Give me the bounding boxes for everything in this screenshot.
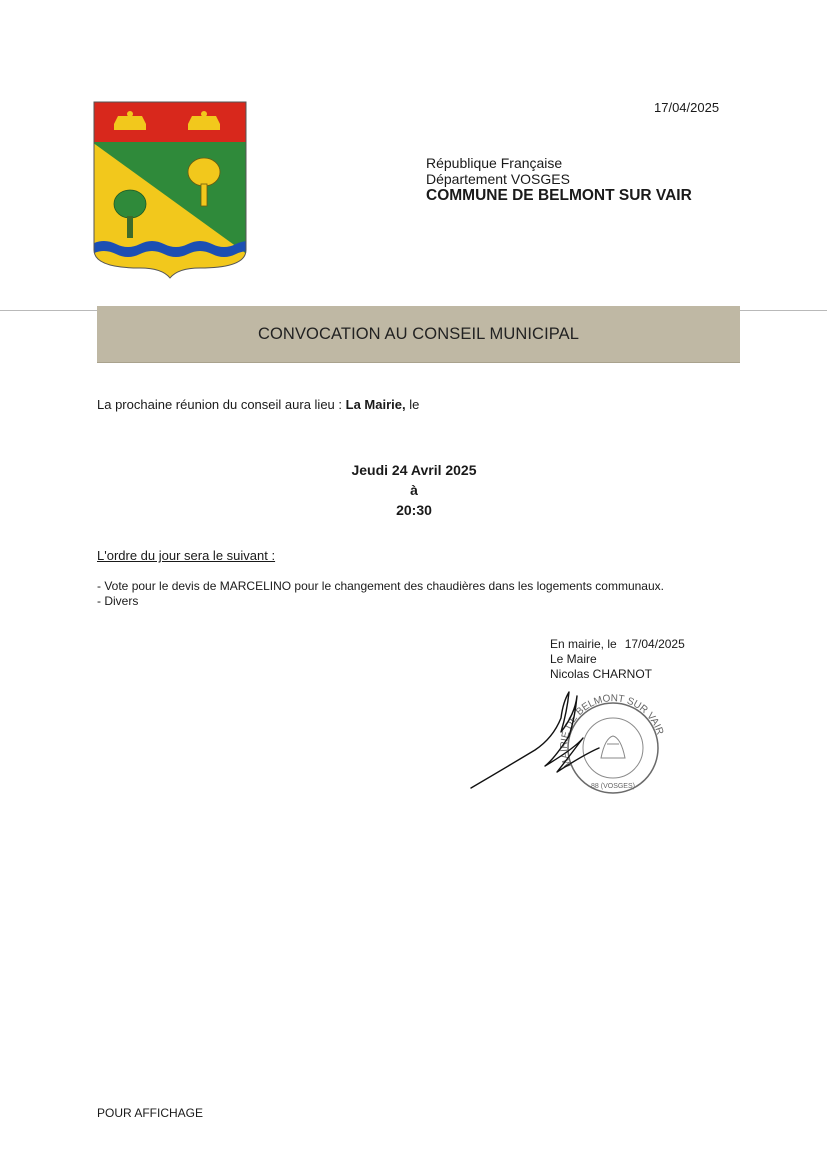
intro-text: La prochaine réunion du conseil aura lieu : xyxy=(97,397,346,412)
meeting-place: La Mairie, xyxy=(345,397,406,412)
meeting-time: 20:30 xyxy=(396,502,432,518)
sign-place: En mairie, le xyxy=(550,637,617,651)
signature-and-stamp xyxy=(465,688,665,803)
intro-line xyxy=(97,397,419,412)
commune-name: COMMUNE DE BELMONT SUR VAIR xyxy=(426,187,692,204)
coat-of-arms xyxy=(92,100,248,280)
sign-date: 17/04/2025 xyxy=(624,637,685,651)
meeting-day: Jeudi 24 Avril 2025 xyxy=(351,462,477,478)
stamp-subtext: 88 (VOSGES) xyxy=(591,783,635,790)
agenda-list xyxy=(97,579,664,609)
sign-name: Nicolas CHARNOT xyxy=(550,667,653,681)
banner-title: CONVOCATION AU CONSEIL MUNICIPAL xyxy=(257,324,580,343)
title-banner xyxy=(97,306,740,363)
stamp-text: MAIRIE DE BELMONT SUR VAIR xyxy=(558,693,665,769)
sign-role: Le Maire xyxy=(550,652,597,666)
republic-line: République Française xyxy=(426,155,563,171)
issuer-header xyxy=(426,155,692,204)
meeting-datetime xyxy=(314,460,514,520)
agenda-item: - Divers xyxy=(97,594,139,608)
department-line: Département VOSGES xyxy=(426,171,570,187)
agenda-title: L'ordre du jour sera le suivant : xyxy=(97,548,276,563)
agenda-item: - Vote pour le devis de MARCELINO pour le changement des chaudières dans les logements communaux. xyxy=(97,579,664,593)
header-date: 17/04/2025 xyxy=(654,100,720,115)
intro-suffix: le xyxy=(405,397,420,412)
meeting-at: à xyxy=(410,482,418,498)
footer-note: POUR AFFICHAGE xyxy=(97,1106,204,1120)
signature-block xyxy=(550,637,685,682)
